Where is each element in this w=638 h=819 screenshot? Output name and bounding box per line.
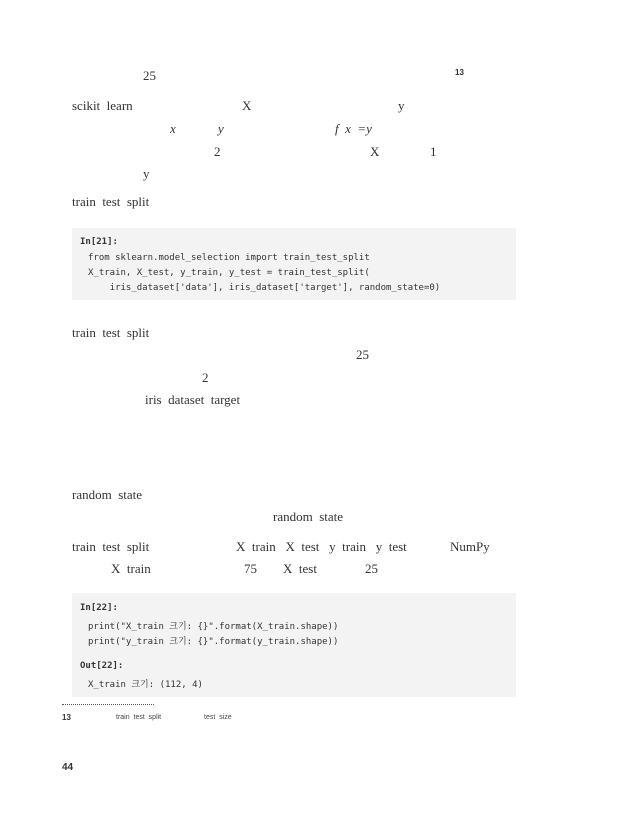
code-line: from sklearn.model_selection import train_test_split bbox=[88, 253, 370, 263]
body-text: scikit learn bbox=[72, 98, 133, 113]
body-text: 75 bbox=[244, 561, 257, 576]
body-text: train test split bbox=[72, 325, 150, 340]
footnote-text: train test split bbox=[116, 714, 162, 721]
body-text: x bbox=[170, 121, 176, 136]
body-text: 2 bbox=[214, 144, 221, 159]
code-block bbox=[72, 228, 516, 300]
body-text: train test split bbox=[72, 539, 150, 554]
body-text: f x =y bbox=[335, 121, 372, 136]
body-text-number: 25 bbox=[143, 68, 156, 83]
code-prompt: In[22]: bbox=[80, 603, 118, 613]
code-line: print("X_train 크기: {}".format(X_train.shape)) bbox=[88, 622, 339, 632]
body-text: y bbox=[143, 166, 150, 181]
body-text: iris dataset target bbox=[145, 392, 241, 407]
footnote-number: 13 bbox=[62, 713, 71, 722]
body-text: X train bbox=[111, 561, 151, 576]
body-text: 25 bbox=[365, 561, 378, 576]
output-line: X_train 크기: (112, 4) bbox=[88, 680, 203, 690]
body-text: 1 bbox=[430, 144, 437, 159]
footnote-text: test size bbox=[204, 714, 232, 721]
body-text: y bbox=[398, 98, 405, 113]
code-line: iris_dataset['data'], iris_dataset['target'], random_state=0) bbox=[88, 283, 441, 293]
code-line: print("y_train 크기: {}".format(y_train.shape)) bbox=[88, 637, 339, 647]
body-text-number: 2 bbox=[202, 370, 209, 385]
body-text: X bbox=[370, 144, 380, 159]
footnote-reference: 13 bbox=[455, 68, 464, 77]
code-line: X_train, X_test, y_train, y_test = train_test_split( bbox=[88, 268, 370, 278]
body-text: NumPy bbox=[450, 539, 490, 554]
body-text: random state bbox=[72, 487, 143, 502]
body-text: X test bbox=[283, 561, 317, 576]
code-prompt: In[21]: bbox=[80, 237, 118, 247]
body-text: y bbox=[218, 121, 224, 136]
output-prompt: Out[22]: bbox=[80, 661, 124, 671]
body-text: X train X test y train y test bbox=[236, 539, 407, 554]
body-text: random state bbox=[273, 509, 344, 524]
body-text: X bbox=[242, 98, 252, 113]
page-number: 44 bbox=[62, 762, 74, 773]
code-block bbox=[72, 593, 516, 697]
body-text-number: 25 bbox=[356, 347, 369, 362]
footnote-divider bbox=[62, 704, 154, 705]
body-text: train test split bbox=[72, 194, 150, 209]
